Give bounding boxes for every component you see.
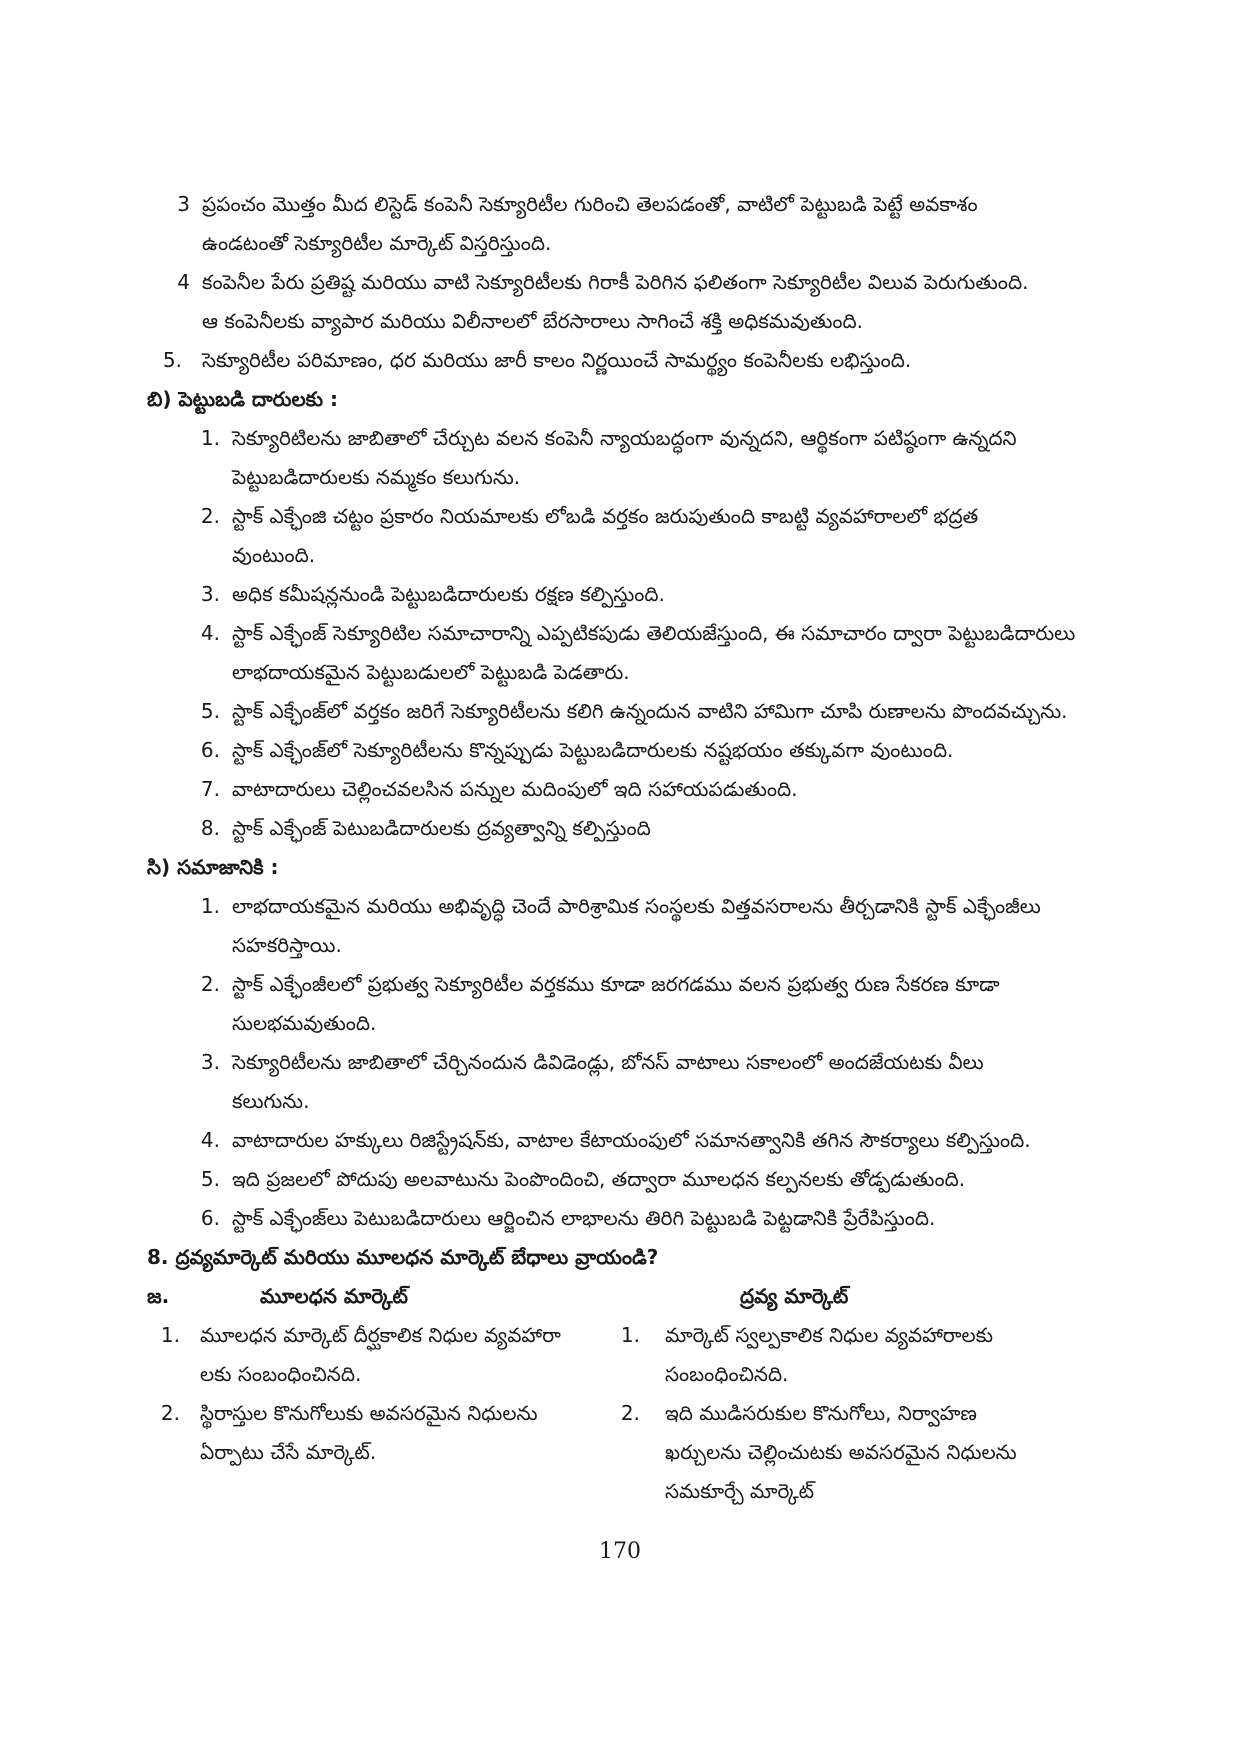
item-line: లాభదాయకమైన పెట్టుబడులలో పెట్టుబడి పెడతారు. (232, 660, 630, 684)
item-line: సెక్యూరిటీల పరిమాణం, ధర మరియు జారీ కాలం నిర్ణయించే సామర్థ్యం కంపెనీలకు లభిస్తుంది. (202, 348, 912, 372)
item-number: 4. (200, 621, 220, 645)
item-line: స్టాక్ ఎక్ఛేంజ్‌లో వర్తకం జరిగే సెక్యూరిటీలను కలిగి ఉన్నందున వాటిని హామిగా చూపి రుణాలను పొందవచ్చును. (232, 699, 1068, 723)
question-heading: 8. ద్రవ్యమార్కెట్ మరియు మూలధన మార్కెట్ బేధాలు వ్రాయండి? (147, 1245, 659, 1269)
item-number: 1. (200, 426, 220, 450)
item-number: 2. (160, 1401, 180, 1425)
item-number: 2. (620, 1401, 640, 1425)
item-line: సులభమవుతుంది. (232, 1011, 377, 1035)
item-line: స్టాక్ ఎక్ఛేంజ్ సెక్యూరిటిల సమాచారాన్ని ఎప్పటికపుడు తెలియజేస్తుంది, ఈ సమాచారం ద్వారా పెట్టుబడిదారులు (232, 621, 1076, 645)
section-heading: బి) పెట్టుబడి దారులకు : (147, 387, 338, 411)
item-line: ఆ కంపెనీలకు వ్యాపార మరియు విలీనాలలో బేరసారాలు సాగించే శక్తి అధికమవుతుంది. (202, 309, 864, 333)
page-number: 170 (599, 1539, 641, 1564)
item-line: వుంటుంది. (232, 543, 316, 567)
item-line: సెక్యూరిటీలను జాబితాలో చేర్చినందున డివిడెండ్లు, బోనస్ వాటాలు సకాలంలో అందజేయటకు వీలు (232, 1050, 984, 1074)
item-line: మార్కెట్ స్వల్పకాలిక నిధుల వ్యవహారాలకు (665, 1323, 994, 1347)
item-number: 4. (200, 1128, 220, 1152)
item-number: 3 (177, 192, 190, 216)
item-line: వాటాదారుల హక్కులు రిజిస్ట్రేషన్‌కు, వాటాల కేటాయంపులో సమానత్వానికి తగిన సౌకర్యాలు కల్పిస్తుంది. (232, 1128, 1031, 1152)
item-number: 1. (160, 1323, 180, 1347)
column-header-money-market: ద్రవ్య మార్కెట్ (740, 1284, 849, 1308)
item-line: మూలధన మార్కెట్ దీర్ఘకాలిక నిధుల వ్యవహారా (200, 1323, 561, 1347)
item-line: ప్రపంచం మొత్తం మీద లిస్టెడ్ కంపెనీ సెక్యూరిటీల గురించి తెలపడంతో, వాటిలో పెట్టుబడి పెట్టే అవకాశం (202, 192, 978, 216)
answer-label: జ. (147, 1284, 170, 1308)
item-number: 5. (200, 699, 220, 723)
item-line: అధిక కమీషన్లనుండి పెట్టుబడిదారులకు రక్షణ కల్పిస్తుంది. (232, 582, 665, 606)
item-line: స్టాక్ ఎక్ఛేంజీలలో ప్రభుత్వ సెక్యూరిటీల వర్తకము కూడా జరగడము వలన ప్రభుత్వ రుణ సేకరణ కూడా (232, 972, 1000, 996)
item-line: సమకూర్చే మార్కెట్ (665, 1479, 815, 1503)
item-number: 1. (200, 894, 220, 918)
item-number: 3. (200, 582, 220, 606)
item-line: ఖర్చులను చెల్లించుటకు అవసరమైన నిధులను (665, 1440, 1017, 1464)
item-number: 5. (162, 348, 182, 372)
item-number: 6. (200, 738, 220, 762)
item-line: ఇది ప్రజలలో పోదుపు అలవాటును పెంపొందించి, తద్వారా మూలధన కల్పనలకు తోడ్పడుతుంది. (232, 1167, 966, 1191)
item-number: 5. (200, 1167, 220, 1191)
item-number: 4 (177, 270, 190, 294)
item-line: స్టాక్ ఎక్ఛేంజ్‌లు పెటుబడిదారులు ఆర్జించిన లాభాలను తిరిగి పెట్టుబడి పెట్టడానికి ప్రేరేపిస్తుంది. (232, 1206, 936, 1230)
item-line: పెట్టుబడిదారులకు నమ్మకం కలుగును. (232, 465, 521, 489)
item-line: స్టాక్ ఎక్ఛేంజి చట్టం ప్రకారం నియమాలకు లోబడి వర్తకం జరుపుతుంది కాబట్టి వ్యవహారాలలో భద్రత (232, 504, 979, 528)
item-number: 6. (200, 1206, 220, 1230)
item-line: సంబంధించినది. (665, 1362, 789, 1386)
item-line: ఉండటంతో సెక్యూరిటీల మార్కెట్ విస్తరిస్తుంది. (202, 231, 552, 255)
item-number: 7. (200, 777, 220, 801)
item-number: 8. (200, 816, 220, 840)
item-line: సెక్యూరిటిలను జాబితాలో చేర్చుట వలన కంపెనీ న్యాయబద్ధంగా వున్నదని, ఆర్థికంగా పటిష్ఠంగా ఉన్నదని (232, 426, 1017, 450)
section-heading: సి) సమాజానికి : (147, 855, 279, 879)
item-number: 2. (200, 504, 220, 528)
column-header-capital-market: మూలధన మార్కెట్ (260, 1284, 408, 1308)
item-line: సహకరిస్తాయి. (232, 933, 342, 957)
item-line: వాటాదారులు చెల్లించవలసిన పన్నుల మదింపులో ఇది సహాయపడుతుంది. (232, 777, 798, 801)
item-line: ఏర్పాటు చేసే మార్కెట్. (200, 1440, 377, 1464)
item-number: 1. (620, 1323, 640, 1347)
item-line: స్టాక్ ఎక్ఛేంజ్ పెటుబడిదారులకు ద్రవ్యత్వాన్ని కల్పిస్తుంది (232, 816, 651, 840)
item-line: స్థిరాస్తుల కొనుగోలుకు అవసరమైన నిధులను (200, 1401, 538, 1425)
item-line: కంపెనీల పేరు ప్రతిష్ట మరియు వాటి సెక్యూరిటీలకు గిరాకీ పెరిగిన ఫలితంగా సెక్యూరిటీల విలువ పెరుగుతుంది. (202, 270, 1029, 294)
item-number: 3. (200, 1050, 220, 1074)
item-line: లాభదాయకమైన మరియు అభివృద్ధి చెందే పారిశ్రామిక సంస్థలకు విత్తవసరాలను తీర్చడానికి స్టాక్ ఎక్ఛేంజీలు (232, 894, 1041, 918)
item-line: లకు సంబంధించినది. (200, 1362, 362, 1386)
item-line: స్టాక్ ఎక్ఛేంజ్‌లో సెక్యూరిటీలను కొన్నప్పుడు పెట్టుబడిదారులకు నష్టభయం తక్కువగా వుంటుంది. (232, 738, 954, 762)
item-number: 2. (200, 972, 220, 996)
item-line: ఇది ముడిసరుకుల కొనుగోలు, నిర్వాహణ (665, 1401, 977, 1425)
item-line: కలుగును. (232, 1089, 310, 1113)
